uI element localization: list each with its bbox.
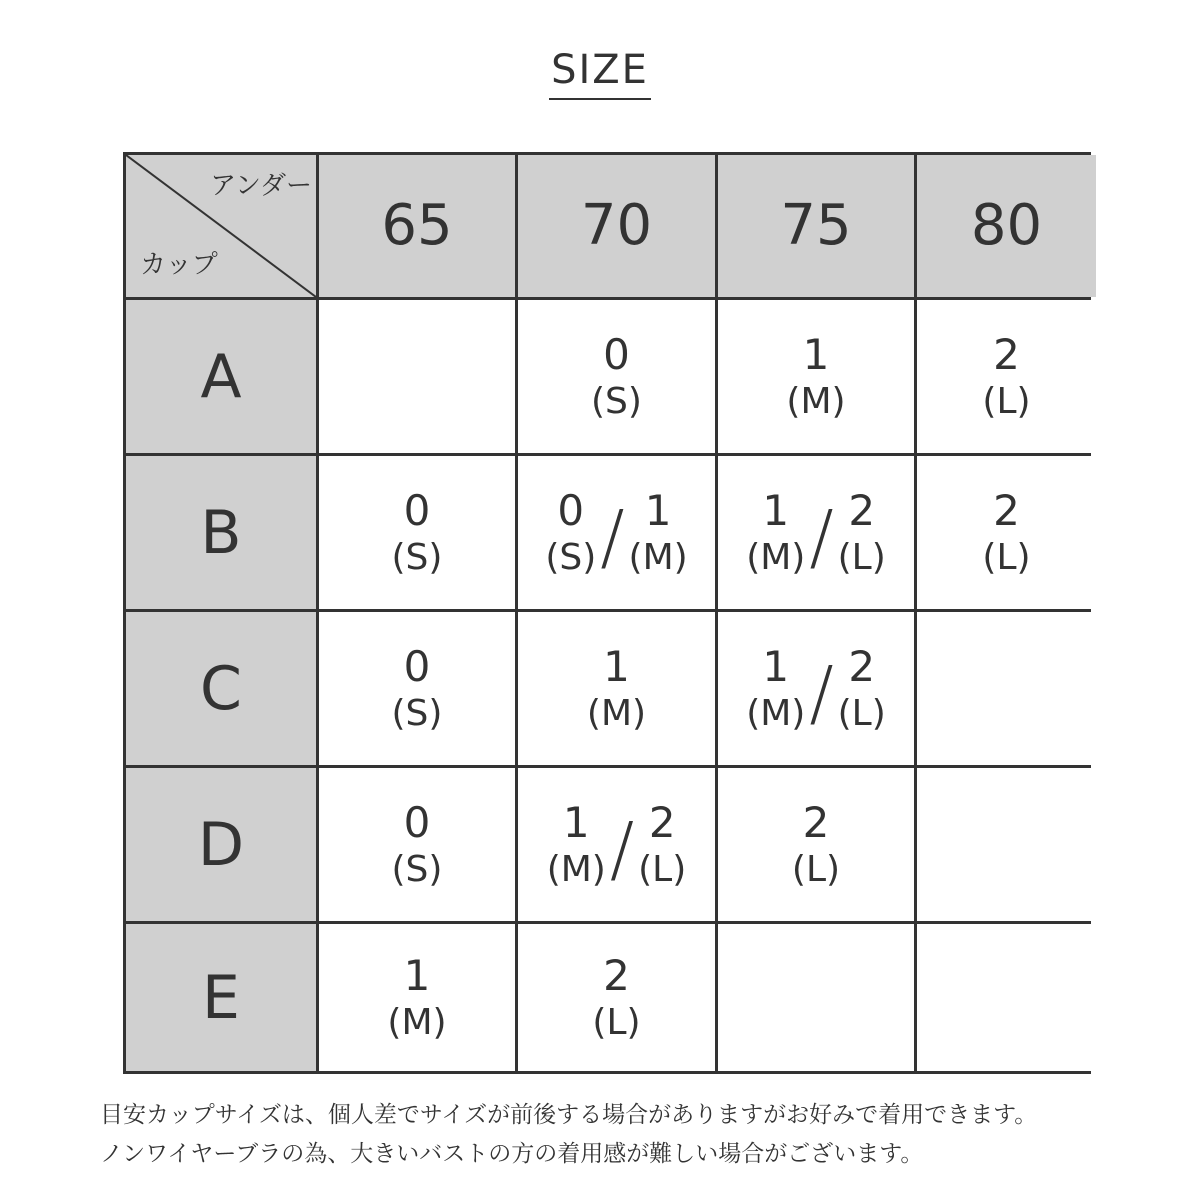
size-number: 1 bbox=[762, 485, 790, 535]
size-cell bbox=[319, 924, 515, 1071]
size-cell bbox=[518, 924, 715, 1071]
size-entry-group bbox=[592, 950, 641, 1043]
size-cell bbox=[917, 768, 1096, 921]
size-entry bbox=[746, 485, 806, 578]
size-number: 0 bbox=[557, 485, 585, 535]
underbust-value: 75 bbox=[780, 193, 852, 258]
cup-value: B bbox=[200, 497, 242, 568]
size-entry bbox=[837, 485, 886, 578]
underbust-value: 65 bbox=[381, 193, 453, 258]
size-entry bbox=[592, 950, 641, 1043]
size-entry-group bbox=[746, 485, 886, 579]
size-number: 2 bbox=[848, 641, 876, 691]
size-entry bbox=[837, 641, 886, 734]
size-entry-group bbox=[391, 797, 443, 890]
size-table bbox=[123, 152, 1091, 1074]
slash-divider-icon: / bbox=[609, 806, 635, 891]
size-entry bbox=[545, 485, 597, 578]
size-entry-group bbox=[391, 485, 443, 578]
size-cell bbox=[917, 924, 1096, 1071]
size-cell bbox=[518, 456, 715, 609]
row-header bbox=[126, 768, 316, 921]
size-entry-group bbox=[546, 797, 687, 891]
size-entry bbox=[628, 485, 688, 578]
size-number: 2 bbox=[603, 950, 630, 1000]
size-cell bbox=[917, 456, 1096, 609]
size-cell bbox=[718, 924, 914, 1071]
row-header bbox=[126, 924, 316, 1071]
size-entry bbox=[982, 485, 1031, 578]
size-entry-group bbox=[746, 641, 886, 735]
size-entry bbox=[391, 641, 443, 734]
size-entry-group bbox=[586, 641, 647, 734]
size-number: 1 bbox=[562, 797, 590, 847]
size-cell bbox=[518, 612, 715, 765]
size-cell bbox=[917, 612, 1096, 765]
size-entry-group bbox=[387, 950, 447, 1043]
row-header bbox=[126, 456, 316, 609]
size-entry bbox=[586, 641, 647, 734]
size-cell bbox=[319, 300, 515, 453]
size-cell bbox=[518, 300, 715, 453]
size-cell bbox=[319, 456, 515, 609]
size-entry-group bbox=[591, 329, 642, 422]
size-entry bbox=[638, 797, 687, 890]
underbust-label: アンダー bbox=[210, 171, 312, 201]
size-label: (M) bbox=[746, 692, 806, 734]
size-cell bbox=[518, 768, 715, 921]
size-entry-group bbox=[982, 485, 1031, 578]
page-title-wrap bbox=[0, 47, 1200, 100]
size-number: 0 bbox=[403, 485, 431, 535]
size-label: (L) bbox=[638, 848, 687, 890]
size-cell bbox=[319, 768, 515, 921]
size-number: 2 bbox=[848, 485, 876, 535]
size-number: 1 bbox=[802, 329, 830, 379]
column-header bbox=[917, 155, 1096, 297]
size-label: (L) bbox=[837, 536, 886, 578]
size-entry bbox=[546, 797, 606, 890]
slash-divider-icon: / bbox=[809, 650, 834, 735]
size-number: 1 bbox=[603, 641, 630, 691]
size-entry bbox=[786, 329, 846, 422]
size-number: 1 bbox=[644, 485, 672, 535]
size-number: 2 bbox=[802, 797, 830, 847]
size-entry bbox=[387, 950, 447, 1043]
size-number: 0 bbox=[403, 641, 431, 691]
size-number: 1 bbox=[403, 950, 431, 1000]
size-number: 0 bbox=[603, 329, 630, 379]
column-header bbox=[718, 155, 914, 297]
page-title: SIZE bbox=[549, 50, 651, 100]
note-line-2: ノンワイヤーブラの為、大きいバストの方の着用感が難しい場合がございます。 bbox=[100, 1141, 924, 1167]
size-label: (S) bbox=[391, 848, 443, 890]
size-entry-group bbox=[982, 329, 1031, 422]
size-label: (L) bbox=[982, 380, 1031, 422]
size-number: 2 bbox=[993, 329, 1020, 379]
size-label: (M) bbox=[746, 536, 806, 578]
size-cell bbox=[718, 456, 914, 609]
size-number: 2 bbox=[648, 797, 676, 847]
column-header bbox=[319, 155, 515, 297]
size-number: 1 bbox=[762, 641, 790, 691]
cup-value: E bbox=[202, 962, 240, 1033]
size-label: (L) bbox=[837, 692, 886, 734]
underbust-value: 70 bbox=[580, 193, 653, 258]
size-label: (S) bbox=[591, 380, 642, 422]
column-header bbox=[518, 155, 715, 297]
size-label: (S) bbox=[545, 536, 597, 578]
size-entry-group bbox=[545, 485, 688, 579]
size-entry bbox=[391, 797, 443, 890]
underbust-value: 80 bbox=[970, 193, 1043, 258]
size-entry-group bbox=[791, 797, 841, 890]
size-entry-group bbox=[786, 329, 846, 422]
slash-divider-icon: / bbox=[600, 494, 625, 579]
size-cell bbox=[319, 612, 515, 765]
cup-label: カップ bbox=[140, 250, 218, 280]
size-cell bbox=[917, 300, 1096, 453]
size-label: (S) bbox=[391, 692, 443, 734]
row-header bbox=[126, 300, 316, 453]
note-line-1: 目安カップサイズは、個人差でサイズが前後する場合がありますがお好みで着用できます。 bbox=[100, 1102, 1038, 1128]
size-cell bbox=[718, 612, 914, 765]
size-entry bbox=[391, 485, 443, 578]
size-cell bbox=[718, 768, 914, 921]
size-label: (M) bbox=[387, 1001, 447, 1043]
size-label: (M) bbox=[786, 380, 846, 422]
size-entry-group bbox=[391, 641, 443, 734]
corner-header bbox=[126, 155, 316, 297]
size-cell bbox=[718, 300, 914, 453]
size-number: 0 bbox=[403, 797, 431, 847]
size-label: (M) bbox=[628, 536, 688, 578]
size-label: (M) bbox=[586, 692, 647, 734]
size-label: (L) bbox=[592, 1001, 641, 1043]
size-entry bbox=[746, 641, 806, 734]
size-label: (L) bbox=[982, 536, 1031, 578]
slash-divider-icon: / bbox=[809, 494, 834, 579]
size-label: (L) bbox=[791, 848, 841, 890]
size-entry bbox=[982, 329, 1031, 422]
size-entry bbox=[791, 797, 841, 890]
cup-value: C bbox=[200, 653, 242, 724]
size-number: 2 bbox=[993, 485, 1020, 535]
row-header bbox=[126, 612, 316, 765]
size-label: (M) bbox=[546, 848, 606, 890]
cup-value: A bbox=[200, 341, 242, 412]
size-label: (S) bbox=[391, 536, 443, 578]
cup-value: D bbox=[197, 809, 245, 880]
size-entry bbox=[591, 329, 642, 422]
